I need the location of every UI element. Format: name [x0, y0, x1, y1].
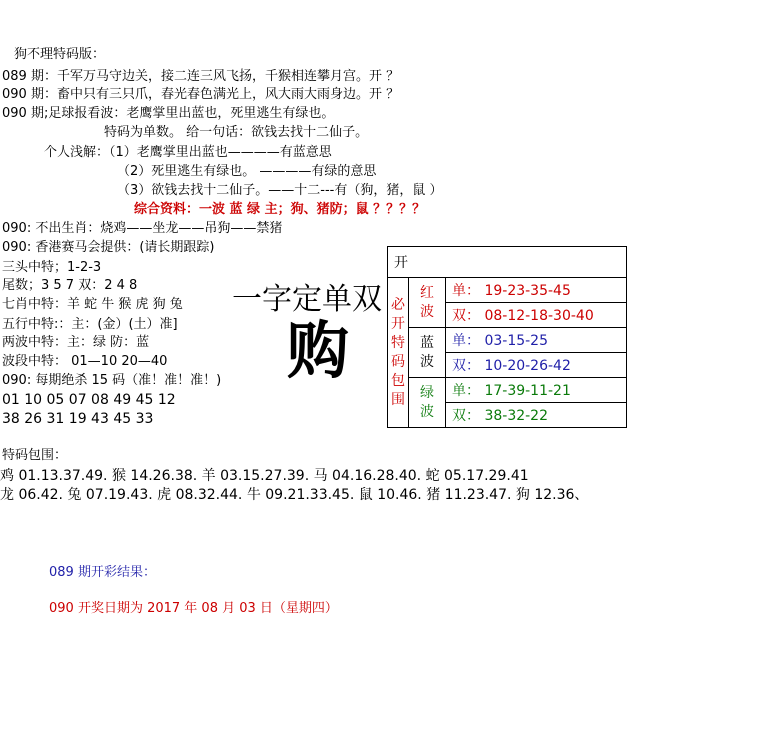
table-side-label [388, 278, 409, 428]
green-char-2: 波 [420, 403, 434, 420]
table-header-cell: 开 [388, 247, 627, 278]
baowei-title: 特码包围： [2, 448, 68, 463]
text-line-jj3: （3）欲钱去找十二仙子。——十二---有（狗，猪，鼠 ） [117, 183, 443, 198]
blue-shuang-cell: 双： 10-20-26-42 [446, 353, 627, 378]
green-dan-cell: 单： 17-39-11-21 [446, 378, 627, 403]
next-draw-date: 090 开奖日期为 2017 年 08 月 03 日（星期四） [49, 601, 338, 616]
special-code-table [387, 246, 627, 428]
text-line-liangbo: 两波中特：主：绿 防：蓝 [2, 335, 150, 350]
side-char-5: 包 [391, 372, 405, 389]
red-wave-label [409, 278, 446, 328]
handwritten-heading: 一字定单双 [232, 282, 382, 317]
text-line-089: 089 期：千军万马守边关，接二连三风飞扬，千猴相连攀月宫。开 ？ [2, 69, 400, 84]
green-shuang-cell: 双： 38-32-22 [446, 403, 627, 428]
number-line-2: 38 26 31 19 43 45 33 [2, 411, 154, 427]
text-line-juesha: 090: 每期绝杀 15 码（准！准！准！) [2, 373, 222, 388]
text-line-090b: 090 期;足球报看波：老鹰掌里出蓝也，死里逃生有绿也。 [2, 106, 335, 121]
text-line-zonghe: 综合资料：一波 蓝 绿 主；狗、猪防；鼠 ？？？？ [134, 202, 426, 217]
text-line-jj1: 个人浅解：（1）老鹰掌里出蓝也————有蓝意思 [44, 145, 332, 160]
side-char-2: 开 [391, 315, 405, 332]
number-line-1: 01 10 05 07 08 49 45 12 [2, 392, 176, 408]
text-line-buchu: 090: 不出生肖：烧鸡——坐龙——吊狗——禁猪 [2, 221, 283, 236]
text-line-jj2: （2）死里逃生有绿也。 ————有绿的意思 [117, 164, 377, 179]
text-line-qixiao: 七肖中特：羊 蛇 牛 猴 虎 狗 兔 [2, 297, 183, 312]
result-title: 089 期开彩结果： [49, 565, 156, 580]
handwritten-character: 购 [287, 314, 350, 387]
text-line-boduan: 波段中特： 01—10 20—40 [2, 354, 168, 369]
blue-char-2: 波 [420, 353, 434, 370]
text-line-tema: 特码为单数。 给一句话：欲钱去找十二仙子。 [104, 125, 369, 140]
blue-dan-cell: 单： 03-15-25 [446, 328, 627, 353]
blue-char-1: 蓝 [420, 334, 434, 351]
side-char-4: 码 [391, 353, 405, 370]
blue-wave-label [409, 328, 446, 378]
red-char-2: 波 [420, 303, 434, 320]
green-char-1: 绿 [420, 384, 434, 401]
red-shuang-cell: 双： 08-12-18-30-40 [446, 303, 627, 328]
page-title: 狗不理特码版： [14, 47, 106, 62]
baowei-line-1: 鸡 01.13.37.49. 猴 14.26.38. 羊 03.15.27.39. 马 04.16.28.40. 蛇 05.17.29.41 [0, 468, 529, 484]
text-line-weishu: 尾数；3 5 7 双：2 4 8 [2, 278, 138, 293]
text-line-wuxing: 五行中特:：主：(金）(土）准] [2, 317, 178, 332]
text-line-090a: 090 期：畜中只有三只爪，春光春色满光上，风大雨大雨身边。开 ？ [2, 87, 400, 102]
text-line-santou: 三头中特；1-2-3 [2, 260, 102, 275]
red-dan-cell: 单： 19-23-35-45 [446, 278, 627, 303]
green-wave-label [409, 378, 446, 428]
side-char-6: 围 [391, 391, 405, 408]
red-char-1: 红 [420, 284, 434, 301]
baowei-line-2: 龙 06.42. 兔 07.19.43. 虎 08.32.44. 牛 09.21.33.45. 鼠 10.46. 猪 11.23.47. 狗 12.36、 [0, 487, 589, 503]
side-char-1: 必 [391, 296, 405, 313]
side-char-3: 特 [391, 334, 405, 351]
text-line-hk: 090: 香港赛马会提供：(请长期跟踪) [2, 240, 215, 255]
